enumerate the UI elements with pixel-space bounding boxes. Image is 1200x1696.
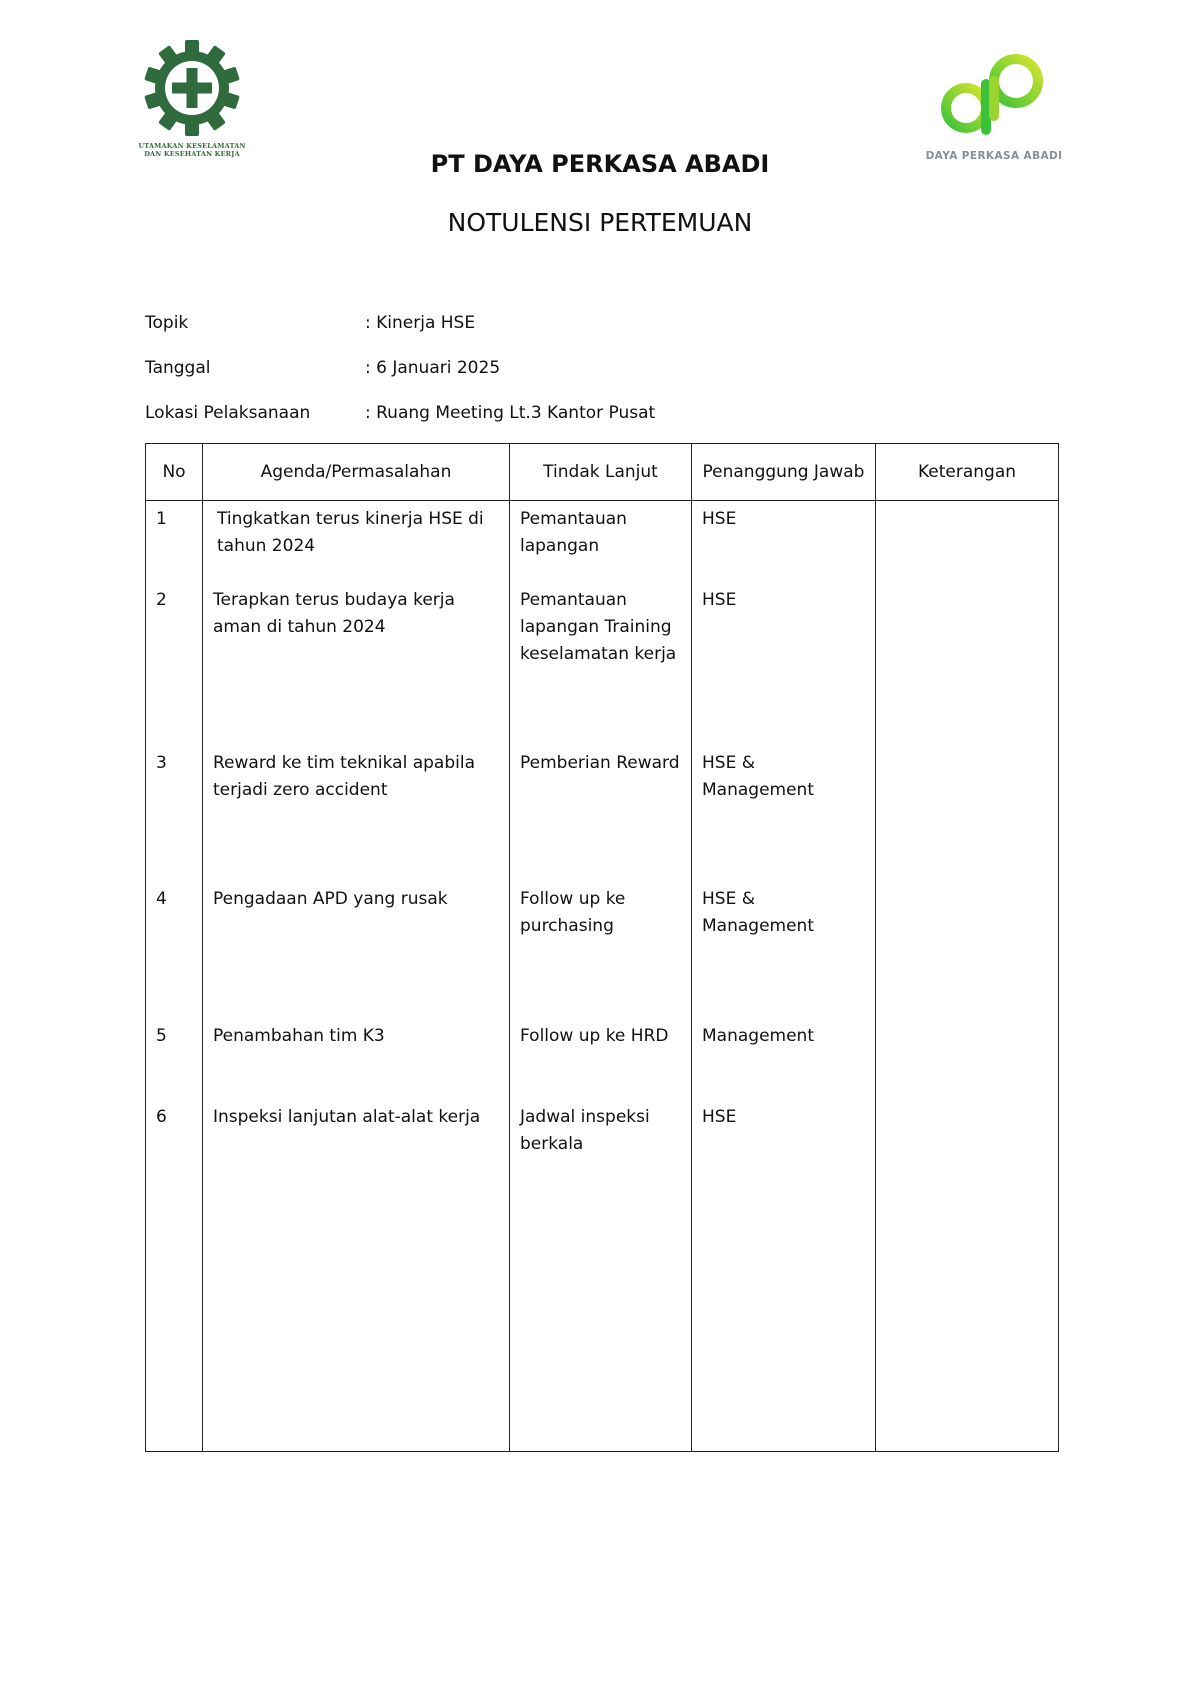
- table-row: [146, 881, 1059, 1018]
- cell-pic: Management: [692, 1018, 876, 1099]
- gear-cross-icon: [142, 38, 242, 138]
- cell-note: [876, 745, 1059, 881]
- cell-pic: HSE: [692, 1099, 876, 1452]
- cell-action: Pemantauan lapangan Training keselamatan kerja: [510, 582, 692, 745]
- column-header-agenda: Agenda/Permasalahan: [203, 444, 510, 501]
- cell-no: 1: [146, 501, 203, 582]
- cell-action: Pemberian Reward: [510, 745, 692, 881]
- table-row: [146, 745, 1059, 881]
- document-title: NOTULENSI PERTEMUAN: [447, 208, 753, 237]
- cell-action: Pemantauan lapangan: [510, 501, 692, 582]
- cell-agenda: Tingkatkan terus kinerja HSE di tahun 2024: [203, 501, 510, 582]
- cell-note: [876, 1018, 1059, 1099]
- meta-value: : Kinerja HSE: [365, 313, 476, 333]
- cell-agenda: Penambahan tim K3: [203, 1018, 510, 1099]
- cell-pic: HSE & Management: [692, 881, 876, 1018]
- minutes-table: [145, 443, 1059, 1452]
- meta-label: Topik: [145, 313, 189, 333]
- cell-agenda: Pengadaan APD yang rusak: [203, 881, 510, 1018]
- cell-agenda: Reward ke tim teknikal apabila terjadi zero accident: [203, 745, 510, 881]
- column-header-action: Tindak Lanjut: [510, 444, 692, 501]
- cell-no: 5: [146, 1018, 203, 1099]
- column-header-note: Keterangan: [876, 444, 1059, 501]
- cell-note: [876, 881, 1059, 1018]
- company-logo-caption: DAYA PERKASA ABADI: [925, 150, 1063, 162]
- cell-agenda: Inspeksi lanjutan alat-alat kerja: [203, 1099, 510, 1452]
- cell-pic: HSE: [692, 501, 876, 582]
- cell-note: [876, 582, 1059, 745]
- cell-no: 3: [146, 745, 203, 881]
- meta-value: : Ruang Meeting Lt.3 Kantor Pusat: [365, 403, 656, 423]
- cell-note: [876, 1099, 1059, 1452]
- cell-agenda: Terapkan terus budaya kerja aman di tahun 2024: [203, 582, 510, 745]
- k3-logo-caption: UTAMAKAN KESELAMATAN DAN KESEHATAN KERJA: [138, 142, 246, 158]
- cell-no: 6: [146, 1099, 203, 1452]
- column-header-no: No: [146, 444, 203, 501]
- cell-action: Jadwal inspeksi berkala: [510, 1099, 692, 1452]
- cell-action: Follow up ke purchasing: [510, 881, 692, 1018]
- company-name: PT DAYA PERKASA ABADI: [430, 150, 770, 178]
- table-row: [146, 582, 1059, 745]
- table-header-row: [146, 444, 1059, 501]
- dp-logo-icon: [920, 48, 1068, 144]
- cell-note: [876, 501, 1059, 582]
- meta-label: Lokasi Pelaksanaan: [145, 403, 311, 423]
- cell-action: Follow up ke HRD: [510, 1018, 692, 1099]
- cell-pic: HSE & Management: [692, 745, 876, 881]
- table-row: [146, 1018, 1059, 1099]
- k3-safety-logo: [130, 38, 254, 158]
- cell-no: 2: [146, 582, 203, 745]
- cell-pic: HSE: [692, 582, 876, 745]
- column-header-pic: Penanggung Jawab: [692, 444, 876, 501]
- cell-no: 4: [146, 881, 203, 1018]
- company-logo: [920, 48, 1068, 162]
- meta-value: : 6 Januari 2025: [365, 358, 501, 378]
- table-row: [146, 1099, 1059, 1452]
- meta-label: Tanggal: [145, 358, 211, 378]
- table-row: [146, 501, 1059, 582]
